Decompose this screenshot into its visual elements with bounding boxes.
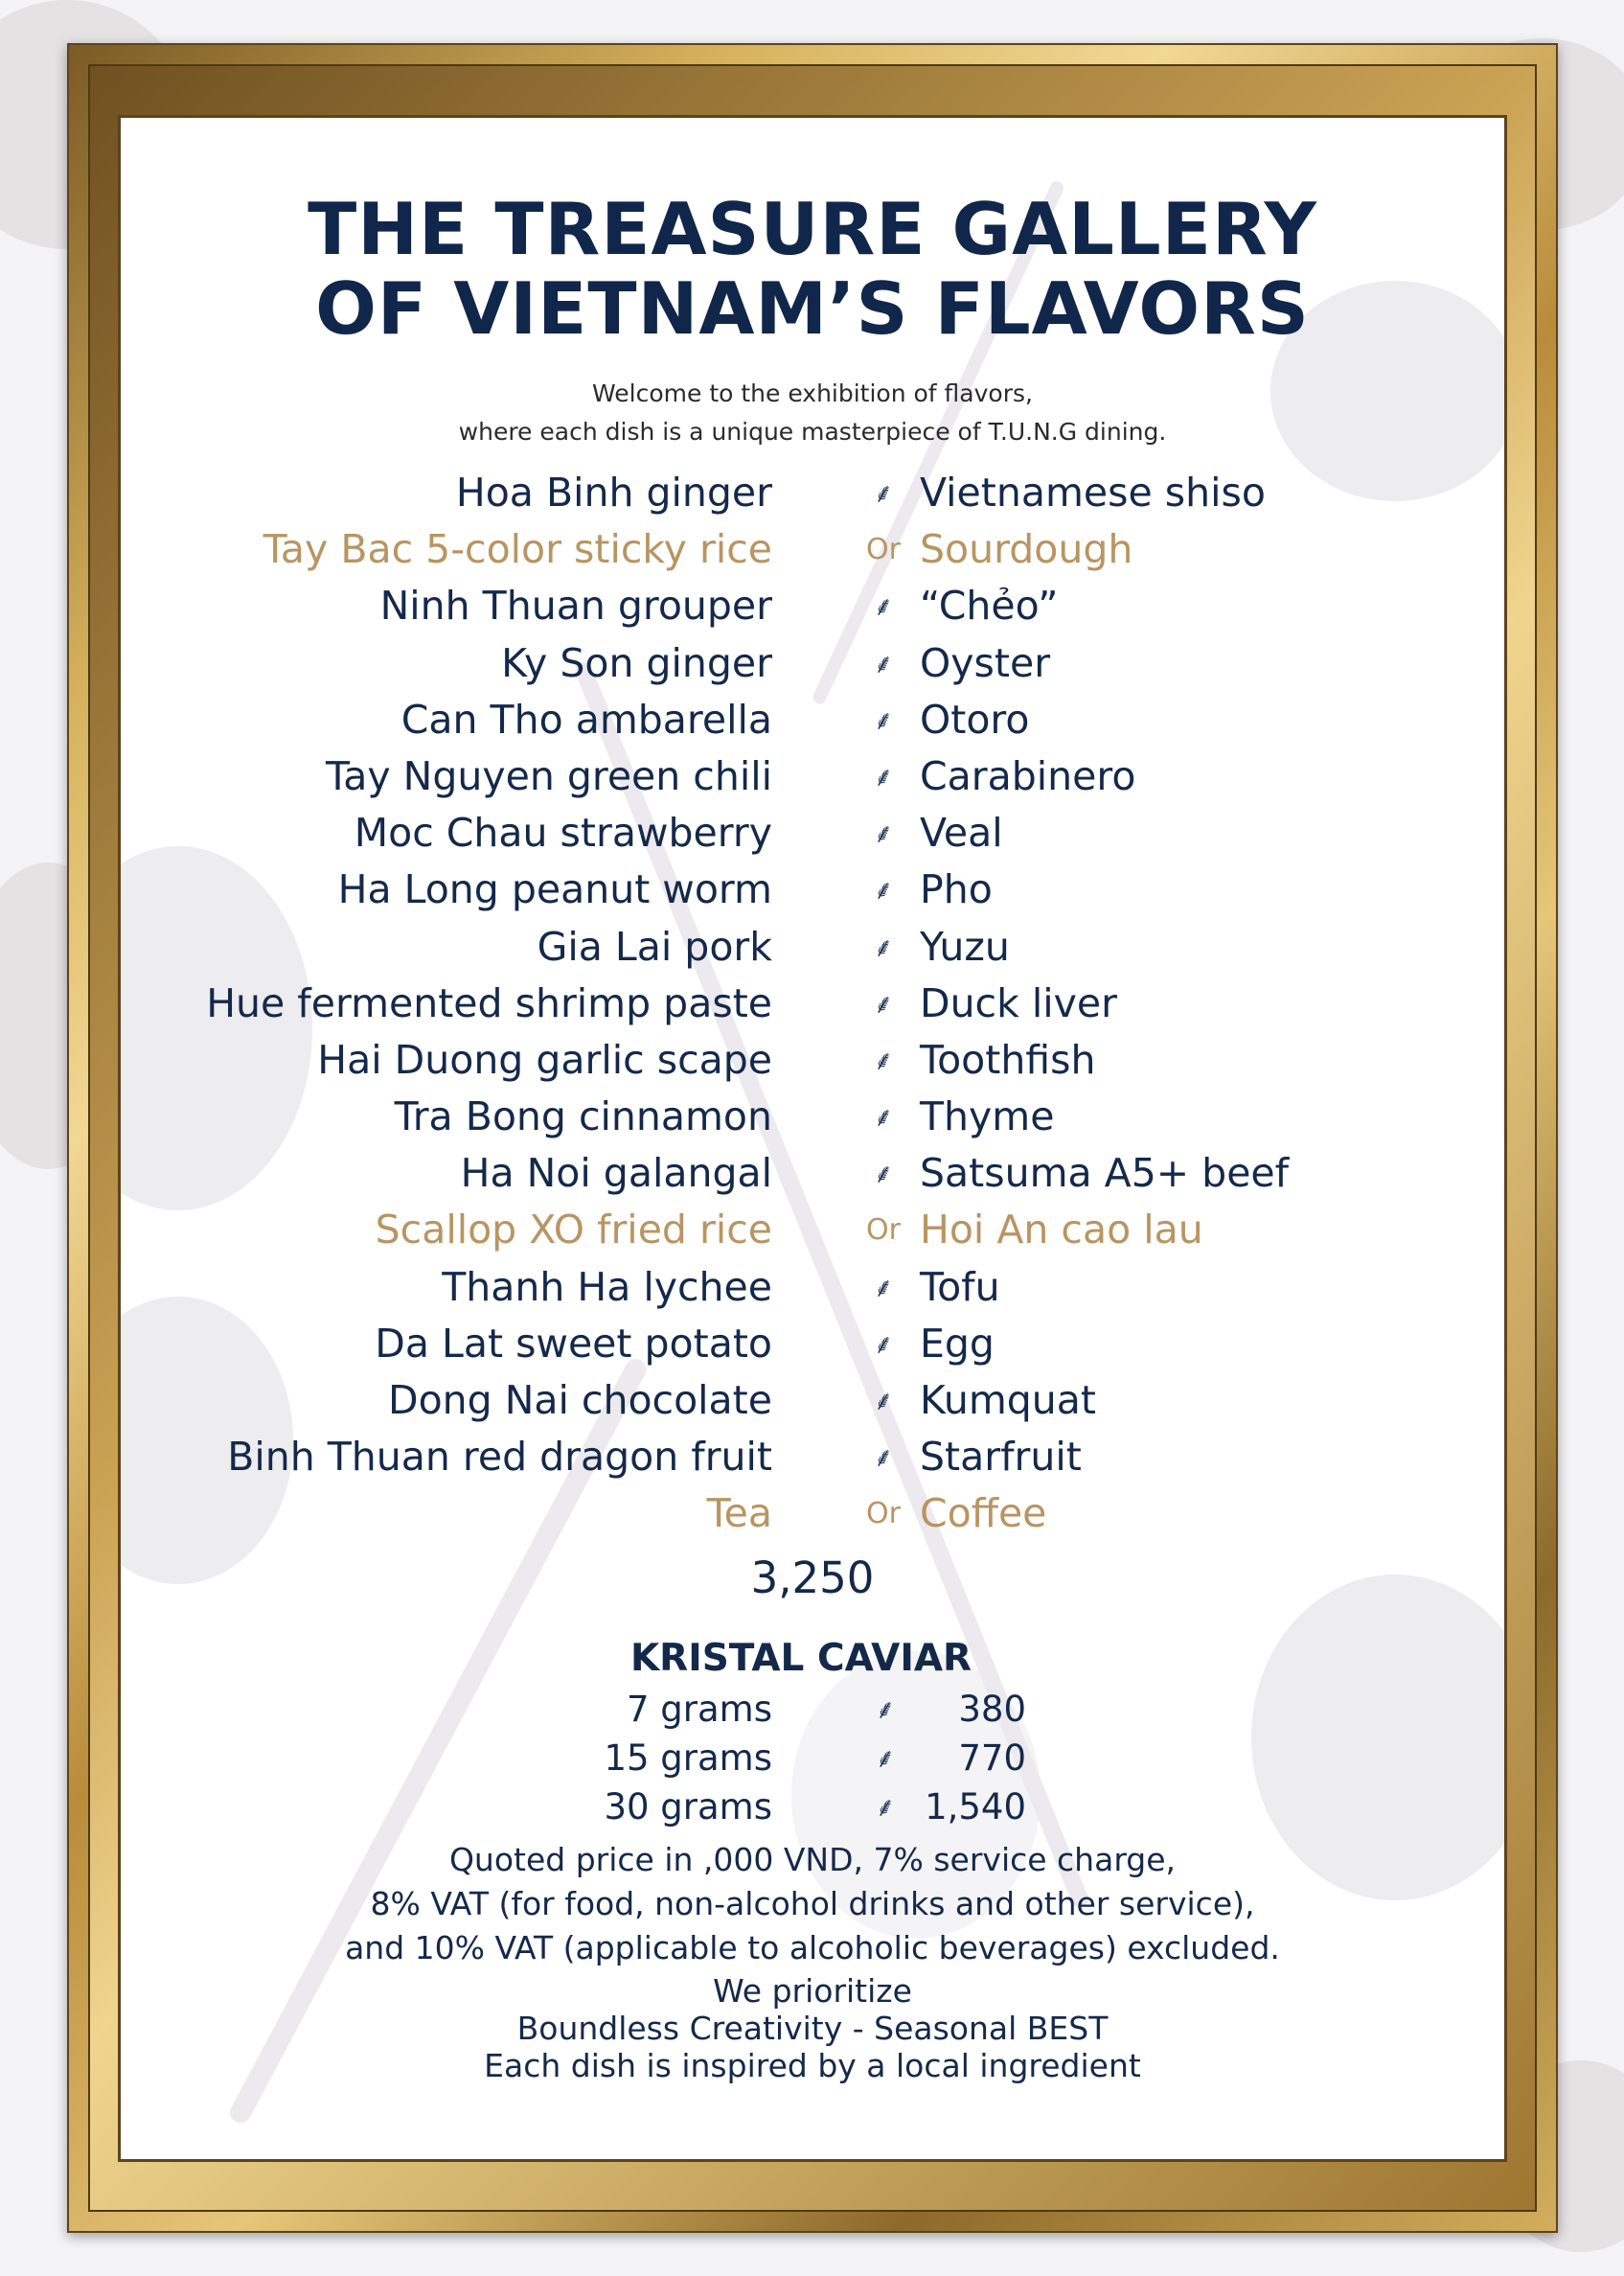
course-ingredient: Gia Lai pork [537, 923, 772, 970]
course-ingredient: Ha Noi galangal [460, 1150, 772, 1197]
leaf-separator-icon: ⸙ [873, 590, 894, 623]
menu-course-row [121, 805, 1504, 862]
leaf-separator-icon: ⸙ [873, 874, 894, 907]
course-ingredient: Tra Bong cinnamon [394, 1093, 772, 1140]
leaf-separator-icon: ⸙ [873, 1271, 894, 1303]
menu-course-row [121, 976, 1504, 1032]
caviar-heading: KRISTAL CAVIAR [629, 1637, 972, 1680]
course-option: Scallop XO fried rice [375, 1207, 772, 1253]
menu-paper [121, 118, 1504, 2159]
menu-content [121, 118, 1504, 2159]
course-pairing: Thyme [920, 1093, 1055, 1140]
intro-text [121, 375, 1504, 451]
or-separator: Or [866, 1213, 901, 1248]
course-ingredient: Da Lat sweet potato [375, 1320, 772, 1367]
course-option: Tay Bac 5-color sticky rice [263, 526, 772, 573]
course-pairing: Tofu [920, 1263, 1000, 1310]
course-ingredient: Hue fermented shrimp paste [206, 979, 772, 1026]
caviar-price: 1,540 [925, 1786, 1026, 1828]
course-ingredient: Binh Thuan red dragon fruit [227, 1434, 772, 1481]
leaf-separator-icon: ⸙ [873, 1101, 894, 1134]
tasting-menu [121, 465, 1504, 1543]
leaf-separator-icon: ⸙ [873, 760, 894, 793]
course-option: Sourdough [920, 526, 1133, 573]
leaf-separator-icon: ⸙ [873, 1327, 894, 1360]
leaf-separator-icon: ⸙ [873, 477, 894, 509]
leaf-separator-icon: ⸙ [873, 647, 894, 679]
course-ingredient: Can Tho ambarella [400, 696, 772, 743]
course-pairing: Oyster [920, 639, 1051, 686]
leaf-separator-icon: ⸙ [873, 817, 894, 850]
title-line: THE TREASURE GALLERY [308, 187, 1317, 271]
course-option: Tea [706, 1490, 772, 1537]
course-pairing: Pho [920, 866, 993, 913]
course-ingredient: Hai Duong garlic scape [317, 1036, 772, 1083]
leaf-separator-icon: ⸙ [873, 1441, 894, 1474]
course-pairing: Veal [920, 810, 1003, 857]
caviar-price-list [121, 1685, 1504, 1831]
course-ingredient: Hoa Binh ginger [455, 470, 772, 516]
menu-course-row [121, 465, 1504, 521]
menu-course-row [121, 1316, 1504, 1372]
menu-course-row [121, 635, 1504, 692]
menu-course-row [121, 1372, 1504, 1429]
course-pairing: Carabinero [920, 752, 1136, 799]
leaf-separator-icon: ⸙ [873, 1044, 894, 1076]
caviar-amount: 7 grams [627, 1689, 772, 1730]
menu-course-row [121, 1429, 1504, 1485]
menu-course-row [121, 1145, 1504, 1202]
leaf-separator-icon: ⸙ [875, 1742, 896, 1774]
course-ingredient: Tay Nguyen green chili [325, 752, 772, 799]
gold-picture-frame [67, 43, 1558, 2233]
tagline [121, 1972, 1504, 2084]
caviar-row [121, 1782, 1504, 1831]
course-ingredient: Ha Long peanut worm [337, 866, 772, 913]
intro-line: Welcome to the exhibition of flavors, [592, 379, 1033, 407]
tagline-line: Boundless Creativity - Seasonal BEST [516, 2010, 1109, 2047]
note-line: Quoted price in ,000 VND, 7% service charge, [448, 1841, 1177, 1878]
menu-choice-row [121, 1202, 1504, 1258]
leaf-separator-icon: ⸙ [873, 987, 894, 1020]
or-separator: Or [866, 1497, 901, 1531]
menu-course-row [121, 578, 1504, 634]
menu-choice-row [121, 521, 1504, 578]
course-pairing: Satsuma A5+ beef [920, 1150, 1290, 1197]
leaf-separator-icon: ⸙ [873, 703, 894, 736]
intro-line: where each dish is a unique masterpiece of T.U.N.G dining. [458, 418, 1167, 446]
leaf-separator-icon: ⸙ [873, 931, 894, 963]
menu-choice-row [121, 1485, 1504, 1542]
course-pairing: Duck liver [920, 979, 1118, 1026]
caviar-amount: 15 grams [604, 1737, 772, 1779]
menu-course-row [121, 692, 1504, 748]
menu-course-row [121, 1089, 1504, 1145]
course-pairing: Egg [920, 1320, 995, 1367]
menu-course-row [121, 1032, 1504, 1089]
course-ingredient: Thanh Ha lychee [442, 1263, 772, 1310]
course-ingredient: Ky Son ginger [501, 639, 772, 686]
menu-price: 3,250 [750, 1552, 875, 1603]
page-title [121, 187, 1504, 351]
course-pairing: Toothfish [920, 1036, 1096, 1083]
course-ingredient: Moc Chau strawberry [354, 810, 772, 857]
note-line: and 10% VAT (applicable to alcoholic beverages) excluded. [345, 1929, 1280, 1966]
course-pairing: Vietnamese shiso [920, 470, 1266, 516]
leaf-separator-icon: ⸙ [873, 1158, 894, 1190]
note-line: 8% VAT (for food, non-alcohol drinks and other service), [370, 1885, 1255, 1922]
leaf-separator-icon: ⸙ [875, 1693, 896, 1725]
caviar-price: 380 [958, 1689, 1026, 1730]
or-separator: Or [866, 533, 901, 567]
tagline-line: Each dish is inspired by a local ingredient [484, 2047, 1141, 2084]
menu-course-row [121, 748, 1504, 805]
caviar-row [121, 1734, 1504, 1782]
course-ingredient: Dong Nai chocolate [388, 1377, 772, 1423]
menu-course-row [121, 862, 1504, 918]
caviar-row [121, 1685, 1504, 1734]
course-ingredient: Ninh Thuan grouper [379, 583, 772, 630]
course-pairing: “Chẻo” [920, 583, 1059, 630]
course-pairing: Otoro [920, 696, 1030, 743]
title-line: OF VIETNAM’S FLAVORS [315, 266, 1310, 351]
menu-course-row [121, 1259, 1504, 1316]
leaf-separator-icon: ⸙ [873, 1385, 894, 1416]
course-option: Hoi An cao lau [920, 1207, 1203, 1253]
price-note [121, 1838, 1504, 1970]
menu-course-row [121, 919, 1504, 976]
tagline-line: We prioritize [713, 1972, 912, 2010]
course-pairing: Starfruit [920, 1434, 1082, 1481]
leaf-separator-icon: ⸙ [875, 1791, 896, 1823]
course-pairing: Kumquat [920, 1377, 1096, 1423]
caviar-price: 770 [958, 1737, 1026, 1779]
course-pairing: Yuzu [920, 923, 1010, 970]
course-option: Coffee [920, 1490, 1047, 1537]
caviar-amount: 30 grams [604, 1786, 772, 1828]
